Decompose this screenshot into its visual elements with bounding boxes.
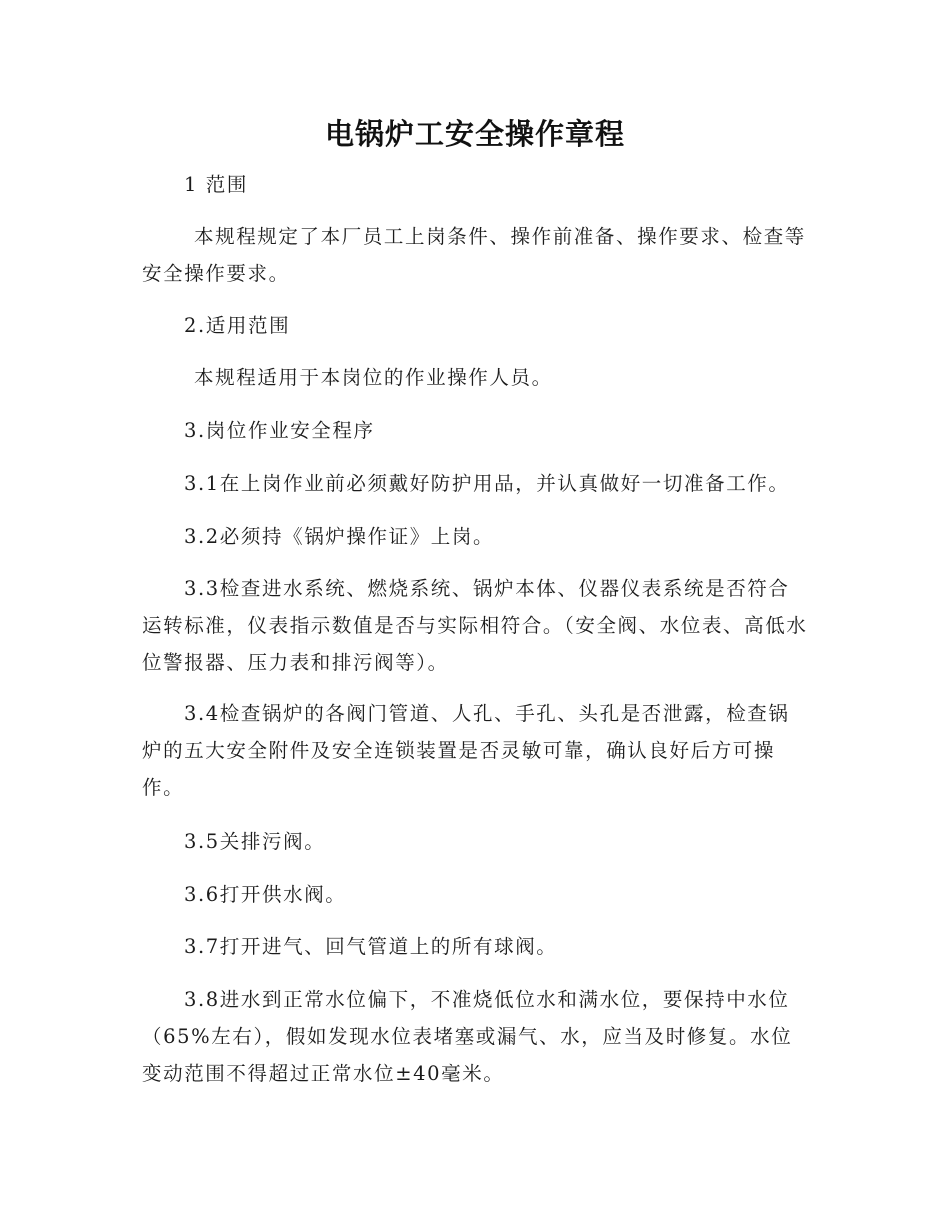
- item-3-8: 3.8进水到正常水位偏下，不准烧低位水和满水位，要保持中水位（65%左右），假如发现水位表堵塞或漏气、水，应当及时修复。水位变动范围不得超过正常水位±40毫米。: [142, 988, 793, 1085]
- item-3-5: 3.5关排污阀。: [184, 830, 326, 853]
- section-3-heading: 3.岗位作业安全程序: [184, 419, 375, 442]
- section-1-body: 本规程规定了本厂员工上岗条件、操作前准备、操作要求、检查等安全操作要求。: [142, 225, 806, 285]
- section-1-heading: 1 范围: [184, 173, 249, 196]
- item-3-4: 3.4检查锅炉的各阀门管道、人孔、手孔、头孔是否泄露，检查锅炉的五大安全附件及安全连锁装置是否灵敏可靠，确认良好后方可操作。: [142, 702, 790, 799]
- section-2-heading: 2.适用范围: [184, 314, 291, 337]
- item-3-6: 3.6打开供水阀。: [184, 883, 347, 906]
- item-3-7: 3.7打开进气、回气管道上的所有球阀。: [184, 935, 558, 958]
- section-2-body: 本规程适用于本岗位的作业操作人员。: [194, 366, 553, 389]
- item-3-2: 3.2必须持《锅炉操作证》上岗。: [184, 525, 495, 548]
- document-title: 电锅炉工安全操作章程: [324, 117, 625, 151]
- item-3-3: 3.3检查进水系统、燃烧系统、锅炉本体、仪器仪表系统是否符合运转标准，仪表指示数值是否与实际相符合。（安全阀、水位表、高低水位警报器、压力表和排污阀等）。: [142, 577, 808, 674]
- item-3-1: 3.1在上岗作业前必须戴好防护用品，并认真做好一切准备工作。: [184, 472, 790, 495]
